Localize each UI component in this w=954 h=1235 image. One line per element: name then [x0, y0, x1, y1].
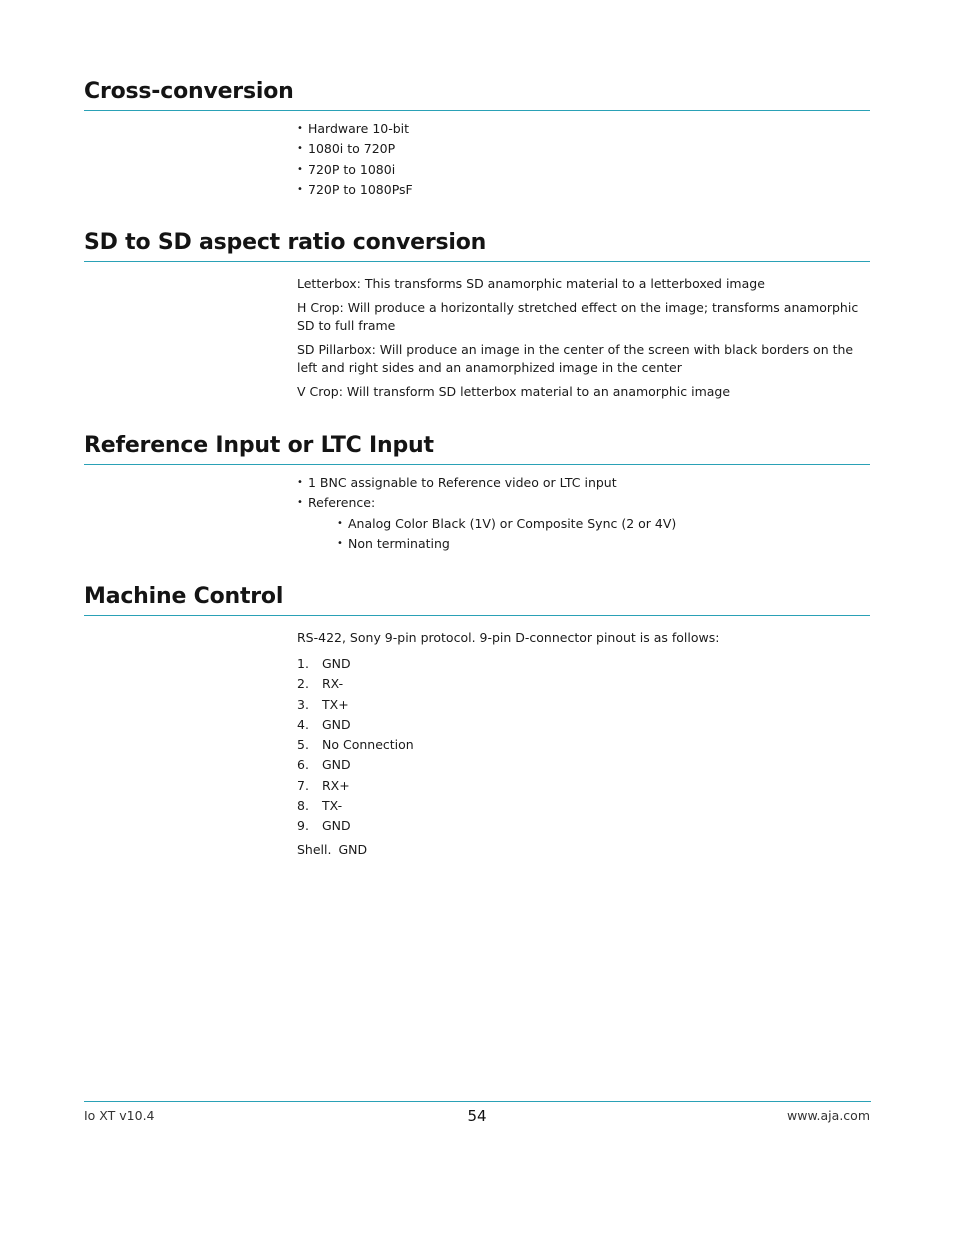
cross-conversion-list — [297, 119, 871, 201]
pin-number: 2. — [297, 676, 309, 692]
pin-item — [297, 735, 871, 755]
reference-list — [297, 473, 871, 555]
pin-number: 5. — [297, 737, 309, 753]
pin-item — [297, 695, 871, 715]
pin-number: 6. — [297, 757, 309, 773]
section-sd-aspect-ratio — [84, 228, 870, 262]
section-cross-conversion — [84, 77, 870, 111]
machine-control-intro: RS-422, Sony 9-pin protocol. 9-pin D-connector pinout is as follows: — [297, 630, 720, 645]
pin-label: GND — [322, 716, 351, 732]
heading-machine-control: Machine Control — [84, 584, 284, 609]
footer-doc-version: Io XT v10.4 — [84, 1108, 155, 1123]
heading-rule — [84, 615, 870, 616]
pin-number: 1. — [297, 656, 309, 671]
pin-item — [297, 755, 871, 775]
heading-rule — [84, 261, 870, 262]
sublist-item: • Non terminating — [337, 534, 871, 554]
paragraph-sd-pillarbox: SD Pillarbox: Will produce an image in the center of the screen with black borders on the left and right sides and an anamorphized image in the center — [297, 342, 854, 375]
reference-sublist — [337, 514, 871, 555]
pin-number: 4. — [297, 716, 309, 732]
shell-pin — [297, 841, 871, 859]
heading-cross-conversion: Cross-conversion — [84, 79, 294, 104]
list-item: • 1080i to 720P — [297, 139, 871, 159]
pin-label: No Connection — [322, 737, 414, 753]
pin-item — [297, 796, 871, 816]
pin-item — [297, 715, 871, 735]
list-item: • 720P to 1080PsF — [297, 180, 871, 200]
heading-reference-input: Reference Input or LTC Input — [84, 433, 434, 458]
pin-label: RX- — [322, 676, 344, 692]
pin-label: GND — [322, 757, 351, 773]
footer-page-number: 54 — [467, 1107, 487, 1125]
heading-rule — [84, 110, 870, 111]
cross-conversion-body — [297, 119, 871, 201]
pin-number: 8. — [297, 798, 309, 814]
sublist-item: • Analog Color Black (1V) or Composite Sync (2 or 4V) — [337, 514, 871, 534]
shell-label: Shell. — [297, 841, 332, 857]
pin-label: GND — [322, 818, 351, 834]
pin-item — [297, 776, 871, 796]
pin-item — [297, 816, 871, 836]
list-item — [297, 493, 871, 554]
section-reference-input — [84, 431, 870, 465]
list-item: • Hardware 10-bit — [297, 119, 871, 139]
sd-aspect-ratio-body — [297, 275, 871, 407]
section-machine-control — [84, 582, 870, 616]
footer-website: www.aja.com — [787, 1108, 870, 1123]
reference-input-body — [297, 473, 871, 555]
pin-number: 7. — [297, 777, 309, 793]
pin-number: 3. — [297, 696, 309, 712]
pinout-list — [297, 654, 871, 837]
pin-item — [297, 674, 871, 694]
heading-rule — [84, 464, 870, 465]
pin-label: TX+ — [322, 696, 349, 712]
list-item: • 1 BNC assignable to Reference video or LTC input — [297, 473, 871, 493]
list-item: • 720P to 1080i — [297, 160, 871, 180]
pin-item — [297, 654, 871, 674]
list-item-label: Reference: — [308, 495, 376, 511]
machine-control-body — [297, 629, 871, 859]
paragraph-h-crop: H Crop: Will produce a horizontally stretched effect on the image; transforms anamorphic SD to full frame — [297, 300, 859, 333]
pin-label: RX+ — [322, 777, 350, 793]
paragraph-letterbox: Letterbox: This transforms SD anamorphic material to a letterboxed image — [297, 276, 765, 291]
heading-sd-aspect-ratio: SD to SD aspect ratio conversion — [84, 230, 487, 255]
shell-value: GND — [338, 841, 368, 857]
pin-label: TX- — [322, 798, 343, 814]
pin-label: GND — [322, 656, 351, 671]
pin-number: 9. — [297, 818, 309, 834]
paragraph-v-crop: V Crop: Will transform SD letterbox material to an anamorphic image — [297, 384, 731, 399]
footer-rule — [84, 1101, 871, 1102]
